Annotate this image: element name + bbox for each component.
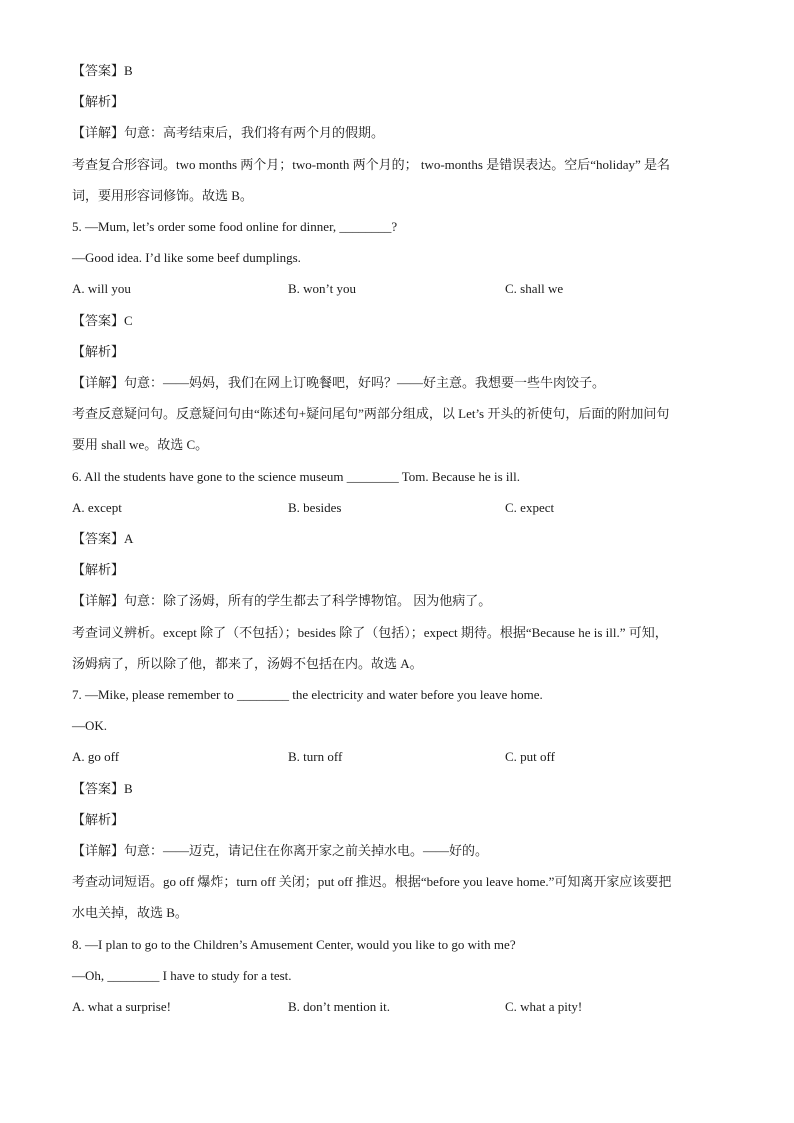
answer-options-row [72, 499, 722, 517]
answer-options-row [72, 748, 722, 766]
text-line: 水电关掉，故选 B。 [72, 905, 188, 920]
text-line: 【答案】A [72, 531, 134, 546]
text-line: 7. —Mike, please remember to ________ the electricity and water before you leave home. [72, 687, 543, 702]
text-line: 要用 shall we。故选 C。 [72, 437, 209, 452]
text-line: 考查词义辨析。except 除了（不包括）；besides 除了（包括）；expect 期待。根据“Because he is ill.” 可知， [72, 625, 668, 640]
text-line: 【解析】 [72, 94, 125, 109]
text-line: —OK. [72, 718, 108, 733]
text-line: —Good idea. I’d like some beef dumplings. [72, 250, 301, 265]
text-line: 【解析】 [72, 812, 125, 827]
text-line: 【解析】 [72, 562, 125, 577]
option-a: A. except [72, 500, 122, 515]
text-line: 【详解】句意：——妈妈，我们在网上订晚餐吧，好吗？——好主意。我想要一些牛肉饺子。 [72, 375, 606, 390]
answer-options-row [72, 998, 722, 1016]
text-line: 【答案】B [72, 63, 133, 78]
text-line: 5. —Mum, let’s order some food online for dinner, ________? [72, 219, 398, 234]
text-line: 【详解】句意：高考结束后，我们将有两个月的假期。 [72, 125, 385, 140]
option-c: C. expect [505, 500, 555, 515]
text-line: 【答案】B [72, 781, 133, 796]
option-c: C. shall we [505, 281, 564, 296]
text-line: 词，要用形容词修饰。故选 B。 [72, 188, 253, 203]
option-a: A. go off [72, 749, 120, 764]
text-line: 汤姆病了，所以除了他，都来了，汤姆不包括在内。故选 A。 [72, 656, 423, 671]
option-b: B. won’t you [288, 281, 357, 296]
text-line: 【详解】句意：除了汤姆，所有的学生都去了科学博物馆。 因为他病了。 [72, 593, 492, 608]
option-a: A. will you [72, 281, 131, 296]
text-line: 【详解】句意：——迈克，请记住在你离开家之前关掉水电。——好的。 [72, 843, 489, 858]
text-line: 考查复合形容词。two months 两个月；two-month 两个月的； two-months 是错误表达。空后“holiday” 是名 [72, 157, 670, 172]
option-b: B. turn off [288, 749, 343, 764]
option-c: C. put off [505, 749, 555, 764]
answer-options-row [72, 280, 722, 298]
option-b: B. don’t mention it. [288, 999, 390, 1014]
text-line: 【答案】C [72, 313, 133, 328]
text-line: 8. —I plan to go to the Children’s Amusement Center, would you like to go with me? [72, 937, 516, 952]
text-line: 考查动词短语。go off 爆炸；turn off 关闭；put off 推迟。根据“before you leave home.”可知离开家应该要把 [72, 874, 672, 889]
text-line: 6. All the students have gone to the science museum ________ Tom. Because he is ill. [72, 469, 520, 484]
text-line: —Oh, ________ I have to study for a test. [72, 968, 292, 983]
option-a: A. what a surprise! [72, 999, 171, 1014]
text-line: 考查反意疑问句。反意疑问句由“陈述句+疑问尾句”两部分组成，以 Let’s 开头的祈使句，后面的附加问句 [72, 406, 670, 421]
option-b: B. besides [288, 500, 342, 515]
text-line: 【解析】 [72, 344, 125, 359]
option-c: C. what a pity! [505, 999, 583, 1014]
